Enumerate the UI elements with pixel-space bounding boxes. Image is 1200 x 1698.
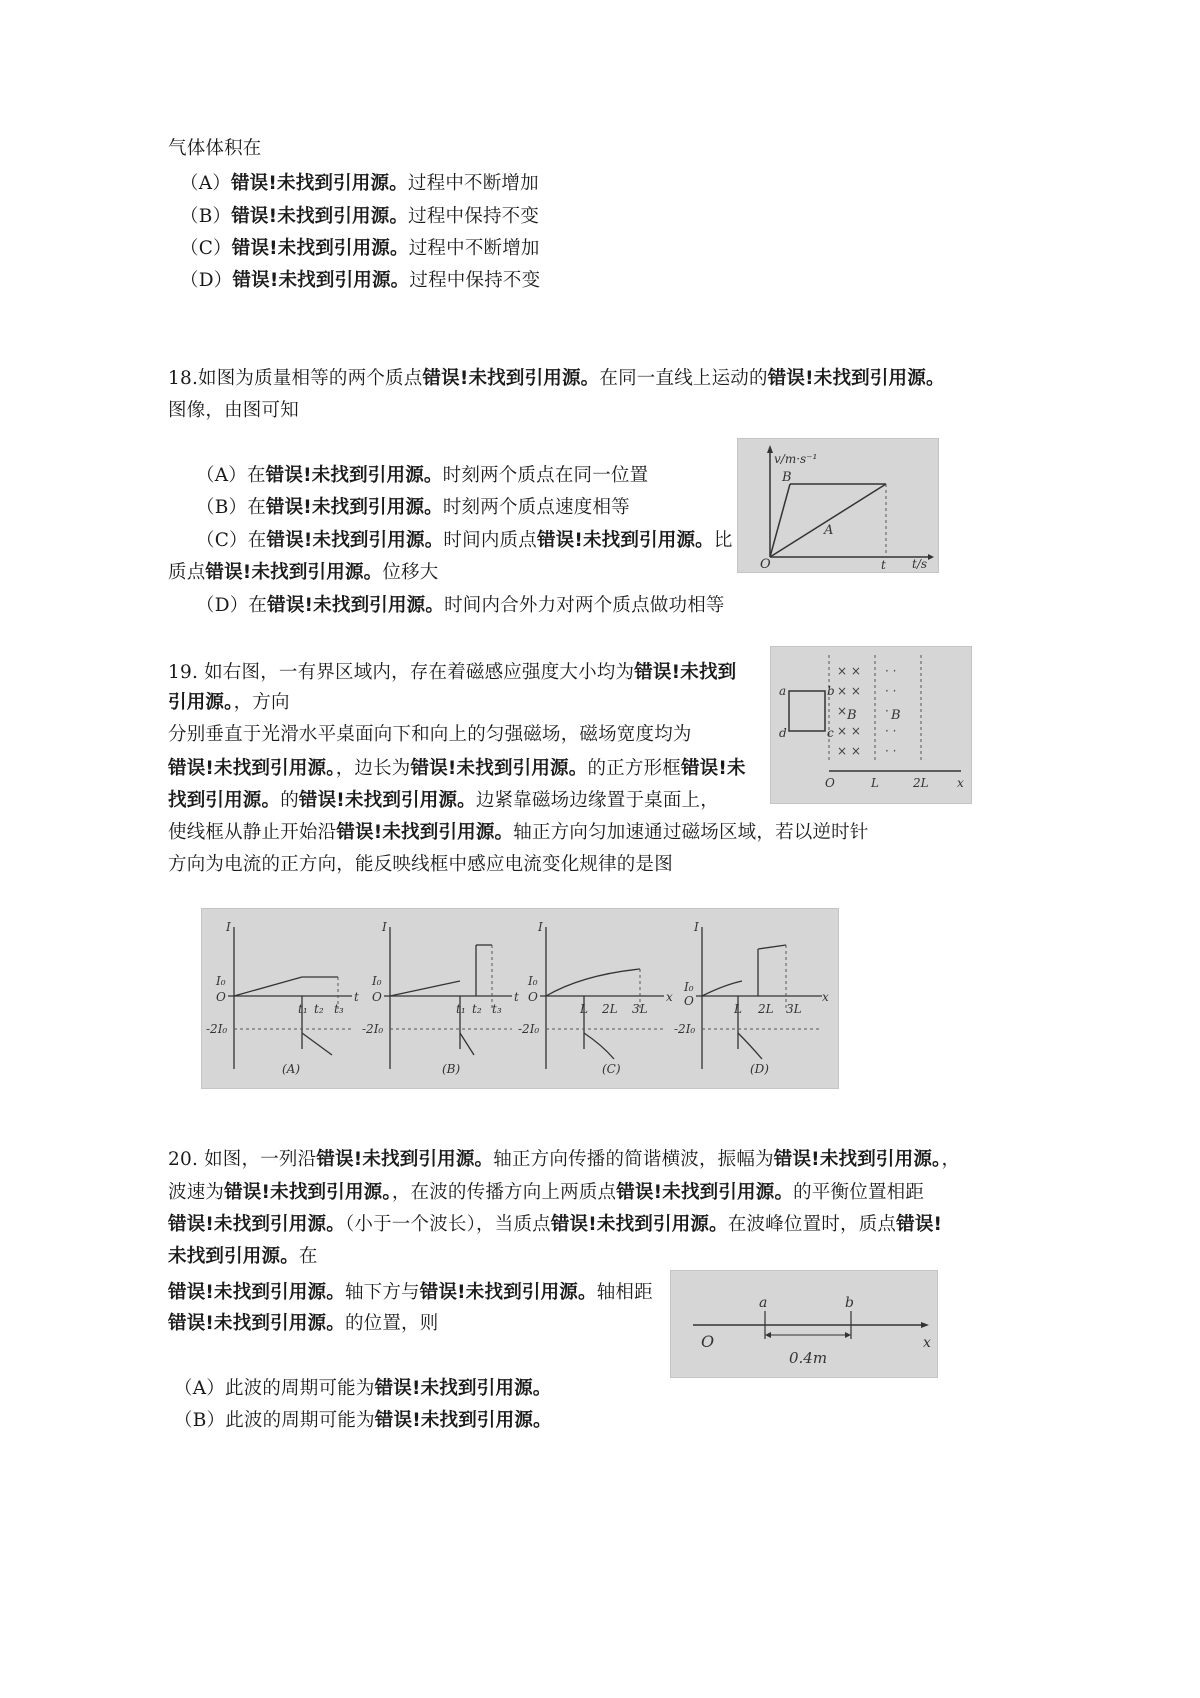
graph-d-l: L: [734, 1002, 742, 1016]
q17-option-a: （A）错误!未找到引用源。过程中不断增加: [180, 173, 539, 194]
svg-text:×: ×: [837, 704, 848, 718]
graph-a-t3: t₃: [334, 1002, 344, 1016]
q18-stem-line2: 图像，由图可知: [168, 400, 299, 421]
svg-text:× ×: × ×: [837, 684, 861, 698]
q18-option-a: （A）在错误!未找到引用源。时刻两个质点在同一位置: [196, 465, 649, 486]
q19-fig-2l: 2L: [913, 776, 929, 790]
svg-text:× ×: × ×: [837, 664, 861, 678]
q17-option-c: （C）错误!未找到引用源。过程中不断增加: [180, 238, 540, 259]
q20-fig-o: O: [701, 1332, 715, 1351]
q18-fig-line-b-label: B: [782, 470, 792, 485]
graph-a-label: (A): [282, 1062, 301, 1076]
graph-b-neg2i0: -2I₀: [362, 1022, 384, 1036]
q19-line3: 分别垂直于光滑水平桌面向下和向上的匀强磁场，磁场宽度均为: [168, 724, 692, 745]
q20-line6: 错误!未找到引用源。的位置，则: [168, 1313, 439, 1334]
q20-option-a: （A）此波的周期可能为错误!未找到引用源。: [174, 1378, 552, 1399]
q20-fig-x: x: [923, 1335, 931, 1351]
q20-option-b: （B）此波的周期可能为错误!未找到引用源。: [174, 1410, 552, 1431]
q19-fig-b: b: [827, 684, 835, 698]
graph-a-i0: I₀: [216, 974, 226, 988]
q19-line6: 使线框从静止开始沿错误!未找到引用源。轴正方向匀加速通过磁场区域，若以逆时针: [168, 822, 869, 843]
q20-fig-a: a: [759, 1295, 768, 1311]
graph-d-i: I: [694, 920, 699, 934]
q18-option-c-cont: 质点错误!未找到引用源。位移大: [168, 562, 439, 583]
q20-line2: 波速为错误!未找到引用源。，在波的传播方向上两质点错误!未找到引用源。的平衡位置相距: [168, 1182, 925, 1203]
q19-fig-b1: B: [847, 708, 857, 723]
graph-d-x: x: [822, 990, 829, 1004]
svg-text:· ·: · ·: [885, 684, 897, 698]
q19-field-figure: [770, 646, 972, 804]
graph-b-t1: t₁: [456, 1002, 466, 1016]
q18-option-c: （C）在错误!未找到引用源。时间内质点错误!未找到引用源。比: [196, 530, 733, 551]
q20-line3: 错误!未找到引用源。（小于一个波长），当质点错误!未找到引用源。在波峰位置时，质点错误!: [168, 1214, 943, 1235]
q19-line7: 方向为电流的正方向，能反映线框中感应电流变化规律的是图: [168, 854, 673, 875]
q20-line5: 错误!未找到引用源。轴下方与错误!未找到引用源。轴相距: [168, 1282, 653, 1303]
svg-text:· ·: · ·: [885, 724, 897, 738]
graph-b-t3: t₃: [492, 1002, 502, 1016]
graph-d-3l: 3L: [786, 1002, 802, 1016]
graph-c-i: I: [538, 920, 543, 934]
graph-a-t: t: [354, 990, 359, 1004]
q19-fig-o: O: [825, 776, 835, 790]
q18-option-d: （D）在错误!未找到引用源。时间内合外力对两个质点做功相等: [196, 595, 725, 616]
q18-vt-figure: [737, 438, 939, 573]
q18-option-b: （B）在错误!未找到引用源。时刻两个质点速度相等: [196, 497, 630, 518]
q19-line5: 找到引用源。的错误!未找到引用源。边紧靠磁场边缘置于桌面上，: [168, 790, 719, 811]
q19-line1: 19. 如右图，一有界区域内，存在着磁感应强度大小均为错误!未找到: [168, 662, 737, 683]
q18-stem-line1: 18.如图为质量相等的两个质点错误!未找到引用源。在同一直线上运动的错误!未找到引用源。: [168, 368, 945, 389]
graph-c-l: L: [580, 1002, 588, 1016]
q18-fig-line-a-label: A: [824, 523, 834, 538]
svg-text:· ·: · ·: [885, 744, 897, 758]
q19-fig-a: a: [779, 684, 787, 698]
q18-fig-ylabel: v/m·s⁻¹: [774, 452, 818, 466]
graph-c-x: x: [666, 990, 673, 1004]
graph-d-label: (D): [750, 1062, 769, 1076]
svg-text:·: ·: [885, 704, 889, 718]
q17-option-b: （B）错误!未找到引用源。过程中保持不变: [180, 206, 540, 227]
svg-text:× ×: × ×: [837, 724, 861, 738]
graph-a-o: O: [216, 990, 226, 1004]
q19-fig-x: x: [957, 776, 964, 790]
graph-c-3l: 3L: [632, 1002, 648, 1016]
graph-b-i: I: [382, 920, 387, 934]
q19-fig-c: c: [827, 726, 834, 740]
q19-fig-b2: B: [891, 708, 901, 723]
graph-b-t: t: [514, 990, 519, 1004]
graph-b-t2: t₂: [472, 1002, 482, 1016]
graph-c-label: (C): [602, 1062, 621, 1076]
q20-wave-figure: [670, 1270, 938, 1378]
graph-a-t1: t₁: [298, 1002, 308, 1016]
q19-fig-d: d: [779, 726, 787, 740]
graph-d-neg2i0: -2I₀: [674, 1022, 696, 1036]
graph-c-neg2i0: -2I₀: [518, 1022, 540, 1036]
svg-text:· ·: · ·: [885, 664, 897, 678]
graph-a-neg2i0: -2I₀: [206, 1022, 228, 1036]
graph-b-o: O: [372, 990, 382, 1004]
graph-a-i: I: [226, 920, 231, 934]
q18-fig-origin: O: [760, 557, 771, 572]
q20-line4: 未找到引用源。在: [168, 1246, 318, 1267]
graph-c-o: O: [528, 990, 538, 1004]
q20-fig-dist: 0.4m: [789, 1349, 828, 1367]
q19-fig-l: L: [871, 776, 879, 790]
q20-fig-b: b: [845, 1295, 854, 1311]
q17-option-d: （D）错误!未找到引用源。过程中保持不变: [180, 270, 541, 291]
q19-line2: 引用源。，方向: [168, 692, 290, 713]
graph-d-i0: I₀: [684, 980, 694, 994]
graph-b-i0: I₀: [372, 974, 382, 988]
svg-text:× ×: × ×: [837, 744, 861, 758]
graph-d-o: O: [684, 994, 694, 1008]
q20-line1: 20. 如图，一列沿错误!未找到引用源。轴正方向传播的简谐横波，振幅为错误!未找到引用源。，: [168, 1149, 961, 1170]
q19-line4: 错误!未找到引用源。，边长为错误!未找到引用源。的正方形框错误!未: [168, 758, 746, 779]
graph-b-label: (B): [442, 1062, 461, 1076]
graph-d-2l: 2L: [758, 1002, 774, 1016]
graph-c-2l: 2L: [602, 1002, 618, 1016]
q18-fig-xlabel: t/s: [912, 557, 928, 571]
q19-answer-graphs: [201, 908, 839, 1089]
graph-c-i0: I₀: [528, 974, 538, 988]
graph-a-t2: t₂: [314, 1002, 324, 1016]
q17-stem-tail: 气体体积在: [168, 138, 262, 159]
q18-fig-t-label: t: [881, 558, 886, 572]
